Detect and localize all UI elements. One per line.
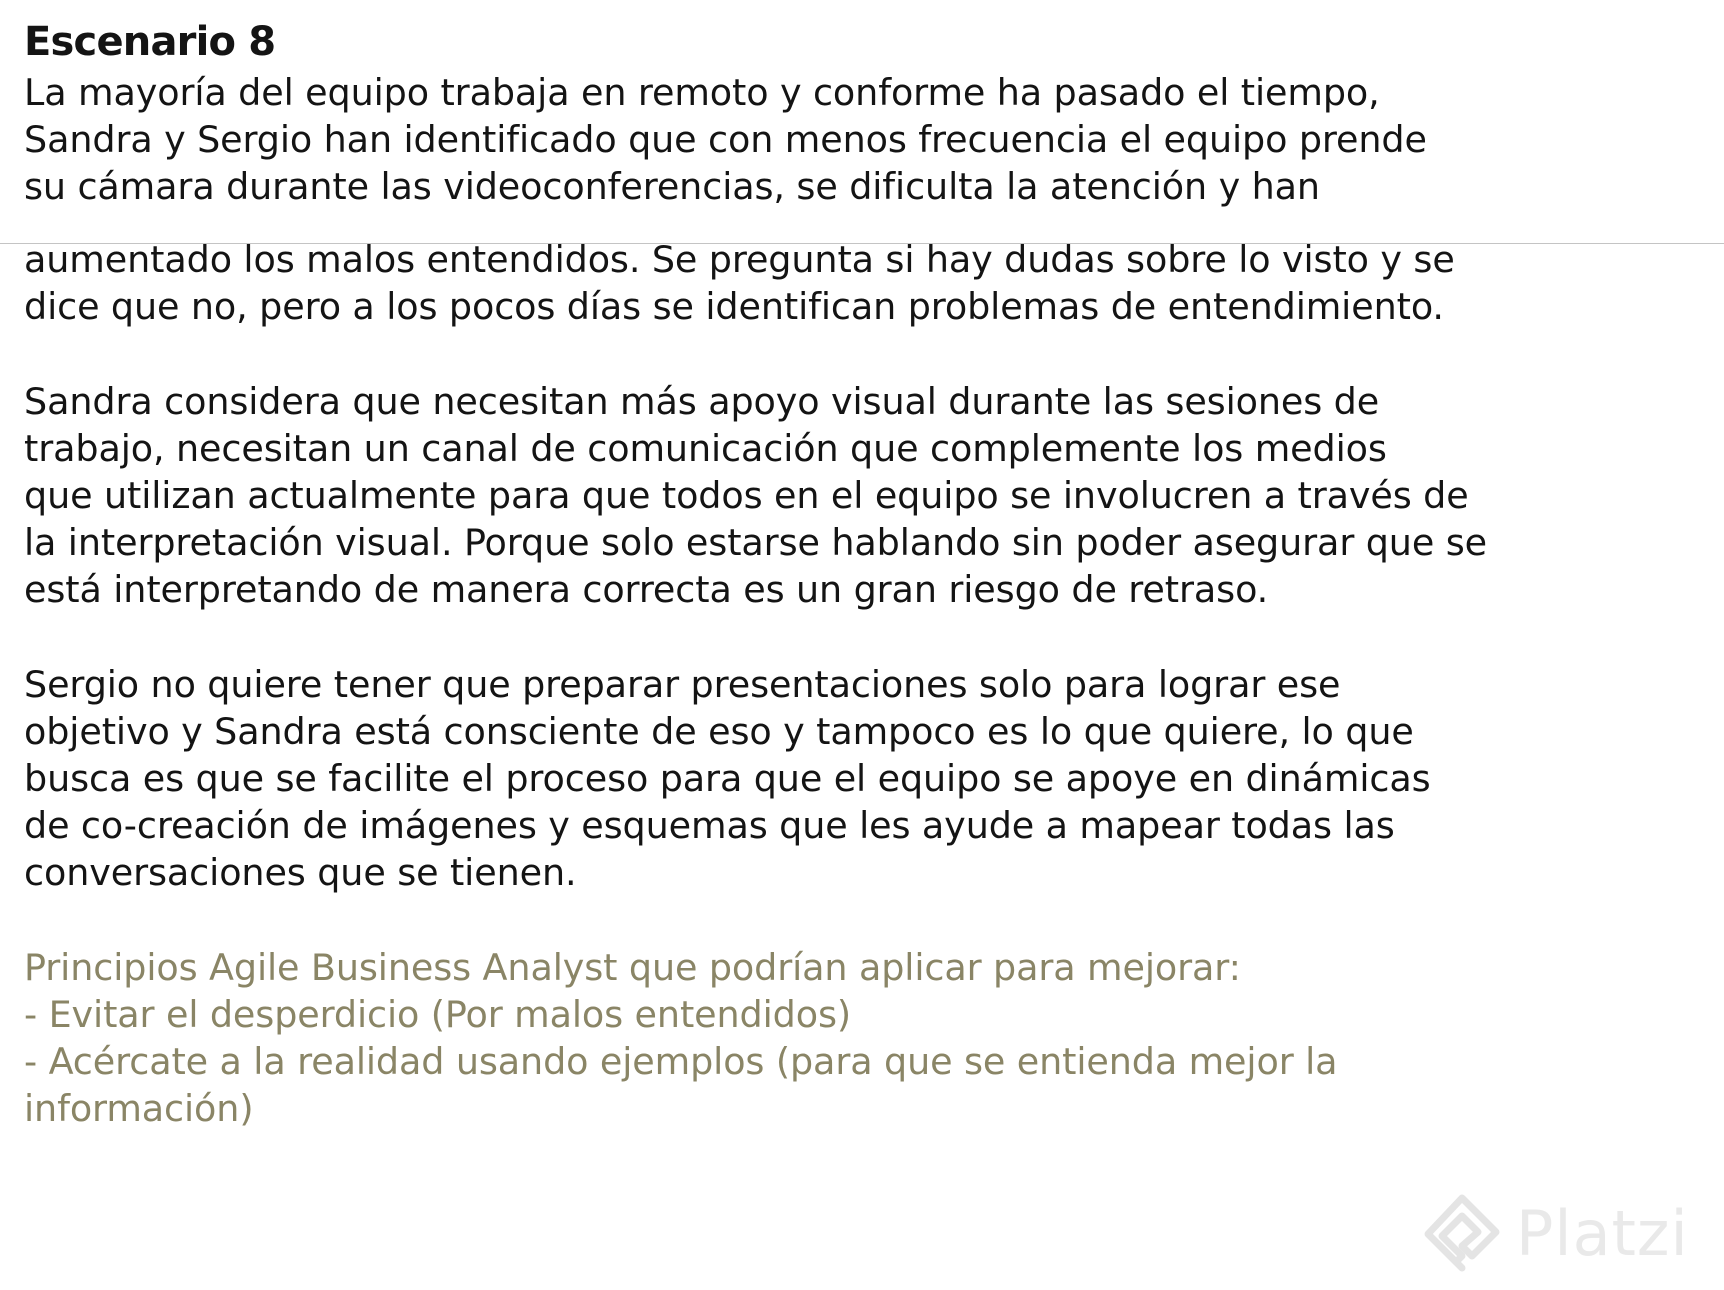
principle-item: información) bbox=[24, 1087, 254, 1130]
paragraph-line: objetivo y Sandra está consciente de eso y tampoco es lo que quiere, lo que bbox=[24, 710, 1414, 753]
principles-heading: Principios Agile Business Analyst que podrían aplicar para mejorar: bbox=[24, 946, 1241, 989]
paragraph-line: de co-creación de imágenes y esquemas que les ayude a mapear todas las bbox=[24, 804, 1395, 847]
paragraph-line: trabajo, necesitan un canal de comunicación que complemente los medios bbox=[24, 427, 1387, 470]
principle-item: - Evitar el desperdicio (Por malos entendidos) bbox=[24, 993, 852, 1036]
paragraph-line: Sergio no quiere tener que preparar presentaciones solo para lograr ese bbox=[24, 663, 1341, 706]
paragraph-line: La mayoría del equipo trabaja en remoto y conforme ha pasado el tiempo, bbox=[24, 71, 1380, 114]
paragraph-line: Sandra y Sergio han identificado que con menos frecuencia el equipo prende bbox=[24, 118, 1427, 161]
paragraph-line: la interpretación visual. Porque solo estarse hablando sin poder asegurar que se bbox=[24, 521, 1487, 564]
paragraph-line: aumentado los malos entendidos. Se pregunta si hay dudas sobre lo visto y se bbox=[24, 238, 1455, 281]
paragraph-line: está interpretando de manera correcta es un gran riesgo de retraso. bbox=[24, 568, 1269, 611]
paragraph-line: su cámara durante las videoconferencias, se dificulta la atención y han bbox=[24, 165, 1320, 208]
watermark-text: Platzi bbox=[1516, 1197, 1689, 1270]
scenario-title: Escenario 8 bbox=[24, 19, 276, 65]
principle-item: - Acércate a la realidad usando ejemplos (para que se entienda mejor la bbox=[24, 1040, 1338, 1083]
paragraph-line: que utilizan actualmente para que todos en el equipo se involucren a través de bbox=[24, 474, 1469, 517]
paragraph-line: dice que no, pero a los pocos días se identifican problemas de entendimiento. bbox=[24, 285, 1444, 328]
paragraph-line: Sandra considera que necesitan más apoyo visual durante las sesiones de bbox=[24, 380, 1380, 423]
paragraph-line: conversaciones que se tienen. bbox=[24, 851, 577, 894]
platzi-watermark bbox=[1420, 1192, 1689, 1276]
paragraph-line: busca es que se facilite el proceso para que el equipo se apoye en dinámicas bbox=[24, 757, 1431, 800]
platzi-logo-icon bbox=[1420, 1192, 1504, 1276]
